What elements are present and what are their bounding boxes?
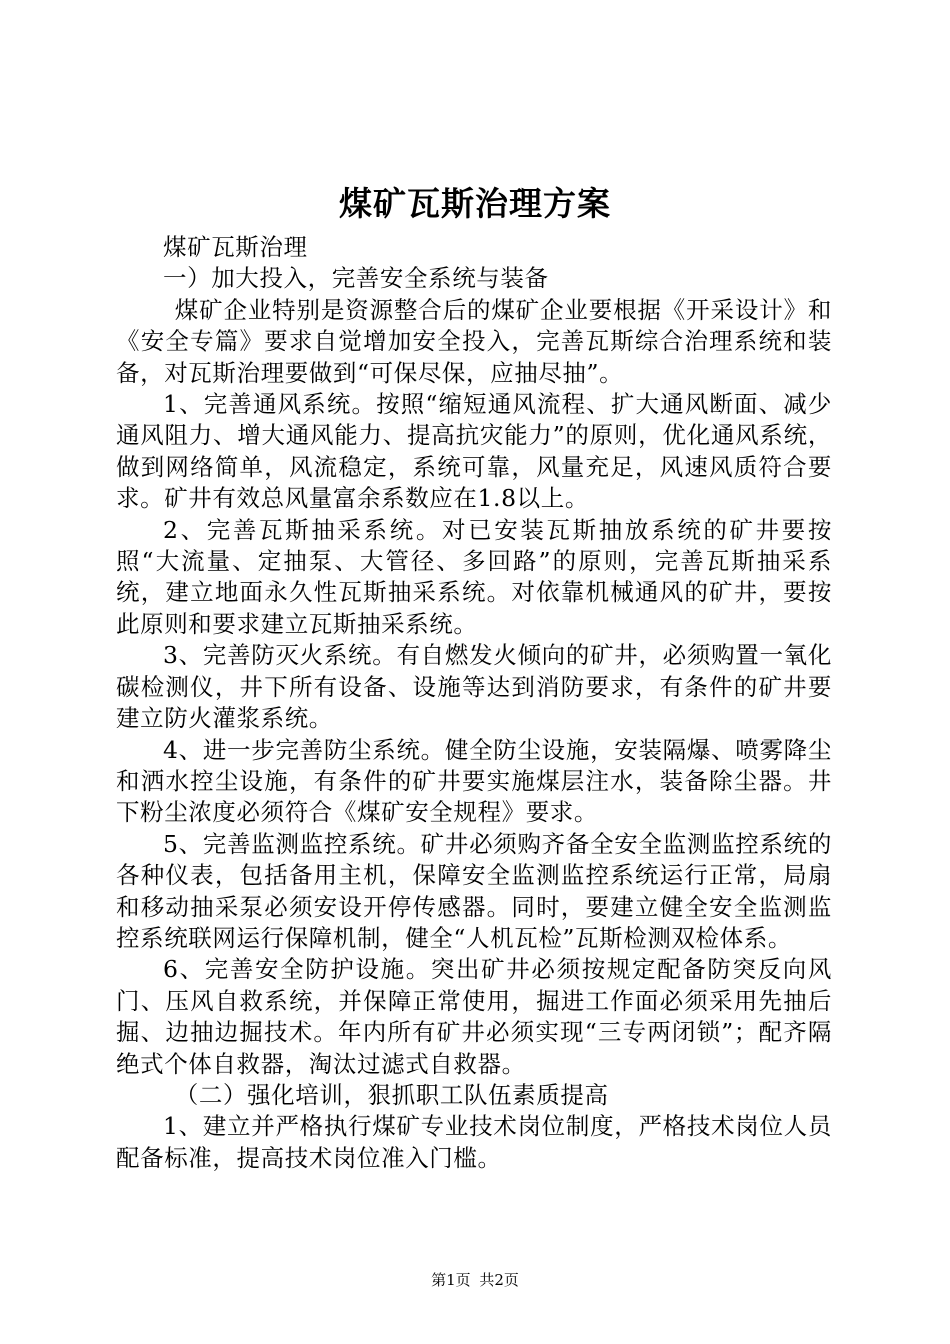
paragraph: 煤矿企业特别是资源整合后的煤矿企业要根据《开采设计》和《安全专篇》要求自觉增加安全投入，完善瓦斯综合治理系统和装备，对瓦斯治理要做到“可保尽保，应抽尽抽”。	[116, 295, 832, 387]
paragraph: 3、完善防灭火系统。有自燃发火倾向的矿井，必须购置一氧化碳检测仪，井下所有设备、设施等达到消防要求，有条件的矿井要建立防火灌浆系统。	[116, 641, 832, 733]
paragraph: 6、完善安全防护设施。突出矿井必须按规定配备防突反向风门、压风自救系统，并保障正常使用，掘进工作面必须采用先抽后掘、边抽边掘技术。年内所有矿井必须实现“三专两闭锁”；配齐隔绝式个体自救器，淘汰过滤式自救器。	[116, 955, 832, 1078]
paragraph: 4、进一步完善防尘系统。健全防尘设施，安装隔爆、喷雾降尘和洒水控尘设施，有条件的矿井要实施煤层注水，装备除尘器。井下粉尘浓度必须符合《煤矿安全规程》要求。	[116, 735, 832, 827]
paragraph-heading: 煤矿瓦斯治理	[163, 233, 308, 261]
page-number: 第1页	[431, 1271, 471, 1289]
paragraph: 5、完善监测监控系统。矿井必须购齐备全安全监测监控系统的各种仪表，包括备用主机，保障安全监测监控系统运行正常，局扇和移动抽采泵必须安设开停传感器。同时，要建立健全安全监测监控系统联网运行保障机制，健全“人机瓦检”瓦斯检测双检体系。	[116, 829, 832, 952]
page-total: 共2页	[479, 1271, 519, 1289]
paragraph: 1、完善通风系统。按照“缩短通风流程、扩大通风断面、减少通风阻力、增大通风能力、提高抗灾能力”的原则，优化通风系统，做到网络简单，风流稳定，系统可靠，风量充足，风速风质符合要求。矿井有效总风量富余系数应在1.8以上。	[116, 390, 832, 513]
section-heading-1: 一）加大投入，完善安全系统与装备	[163, 264, 549, 293]
document-body	[116, 232, 832, 1174]
document-title: 煤矿瓦斯治理方案	[339, 184, 611, 223]
section-heading-2: （二）强化培训，狠抓职工队伍素质提高	[174, 1080, 609, 1109]
paragraph: 2、完善瓦斯抽采系统。对已安装瓦斯抽放系统的矿井要按照“大流量、定抽泵、大管径、多回路”的原则，完善瓦斯抽采系统，建立地面永久性瓦斯抽采系统。对依靠机械通风的矿井，要按此原则和要求建立瓦斯抽采系统。	[116, 515, 832, 638]
paragraph: 1、建立并严格执行煤矿专业技术岗位制度，严格技术岗位人员配备标准，提高技术岗位准入门槛。	[116, 1112, 832, 1172]
page-footer	[0, 1270, 950, 1290]
